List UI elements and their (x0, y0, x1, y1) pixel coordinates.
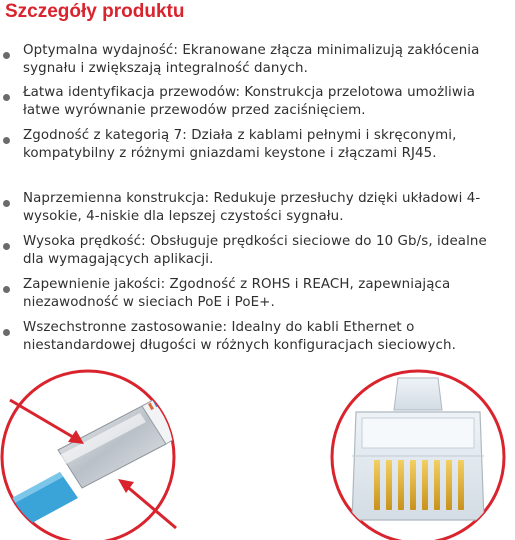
feature-description: Idealny do kabli Ethernet o niestandardowej długości w różnych konfiguracjach sieciowych. (23, 320, 456, 353)
feature-description: Zgodność z ROHS i REACH, zapewniająca niezawodność w sieciach PoE i PoE+. (23, 277, 451, 310)
feature-label: Optymalna wydajność: (23, 43, 178, 58)
feature-text (23, 127, 511, 163)
bullet-dot-icon (3, 137, 10, 144)
feature-description: Działa z kablami pełnymi i skręconymi, kompatybilny z różnymi gniazdami keystone i złączami RJ45. (23, 128, 457, 161)
feature-text (23, 319, 511, 355)
bullet-dot-icon (3, 286, 10, 293)
bullet-dot-icon (3, 200, 10, 207)
bullet-dot-icon (3, 243, 10, 250)
feature-label: Wszechstronne zastosowanie: (23, 320, 228, 335)
feature-text (23, 190, 511, 226)
rj45-plug-detail (332, 371, 504, 540)
plug-latch (394, 378, 442, 410)
cable-connector-detail (0, 371, 186, 540)
feature-label: Zgodność z kategorią 7: (23, 128, 187, 143)
feature-description: Konstrukcja przelotowa umożliwia łatwe wyrównanie przewodów przed zaciśnięciem. (23, 85, 476, 118)
feature-label: Łatwa identyfikacja przewodów: (23, 85, 241, 100)
feature-text (23, 276, 511, 312)
product-illustration (0, 360, 515, 540)
feature-text (23, 84, 511, 120)
feature-description: Obsługuje prędkości sieciowe do 10 Gb/s, idealne dla wymagających aplikacji. (23, 234, 487, 267)
feature-label: Naprzemienna konstrukcja: (23, 191, 210, 206)
feature-label: Wysoka prędkość: (23, 234, 146, 249)
feature-description: Redukuje przesłuchy dzięki układowi 4-wysokie, 4-niskie dla lepszej czystości sygnału. (23, 191, 481, 224)
feature-text (23, 42, 511, 78)
feature-text (23, 233, 511, 269)
page-title: Szczegóły produktu (5, 1, 185, 22)
plug-window (362, 418, 474, 448)
feature-description: Ekranowane złącza minimalizują zakłócenia sygnału i zwiększają integralność danych. (23, 43, 480, 76)
bullet-dot-icon (3, 329, 10, 336)
bullet-dot-icon (3, 52, 10, 59)
bullet-dot-icon (3, 94, 10, 101)
feature-label: Zapewnienie jakości: (23, 277, 166, 292)
